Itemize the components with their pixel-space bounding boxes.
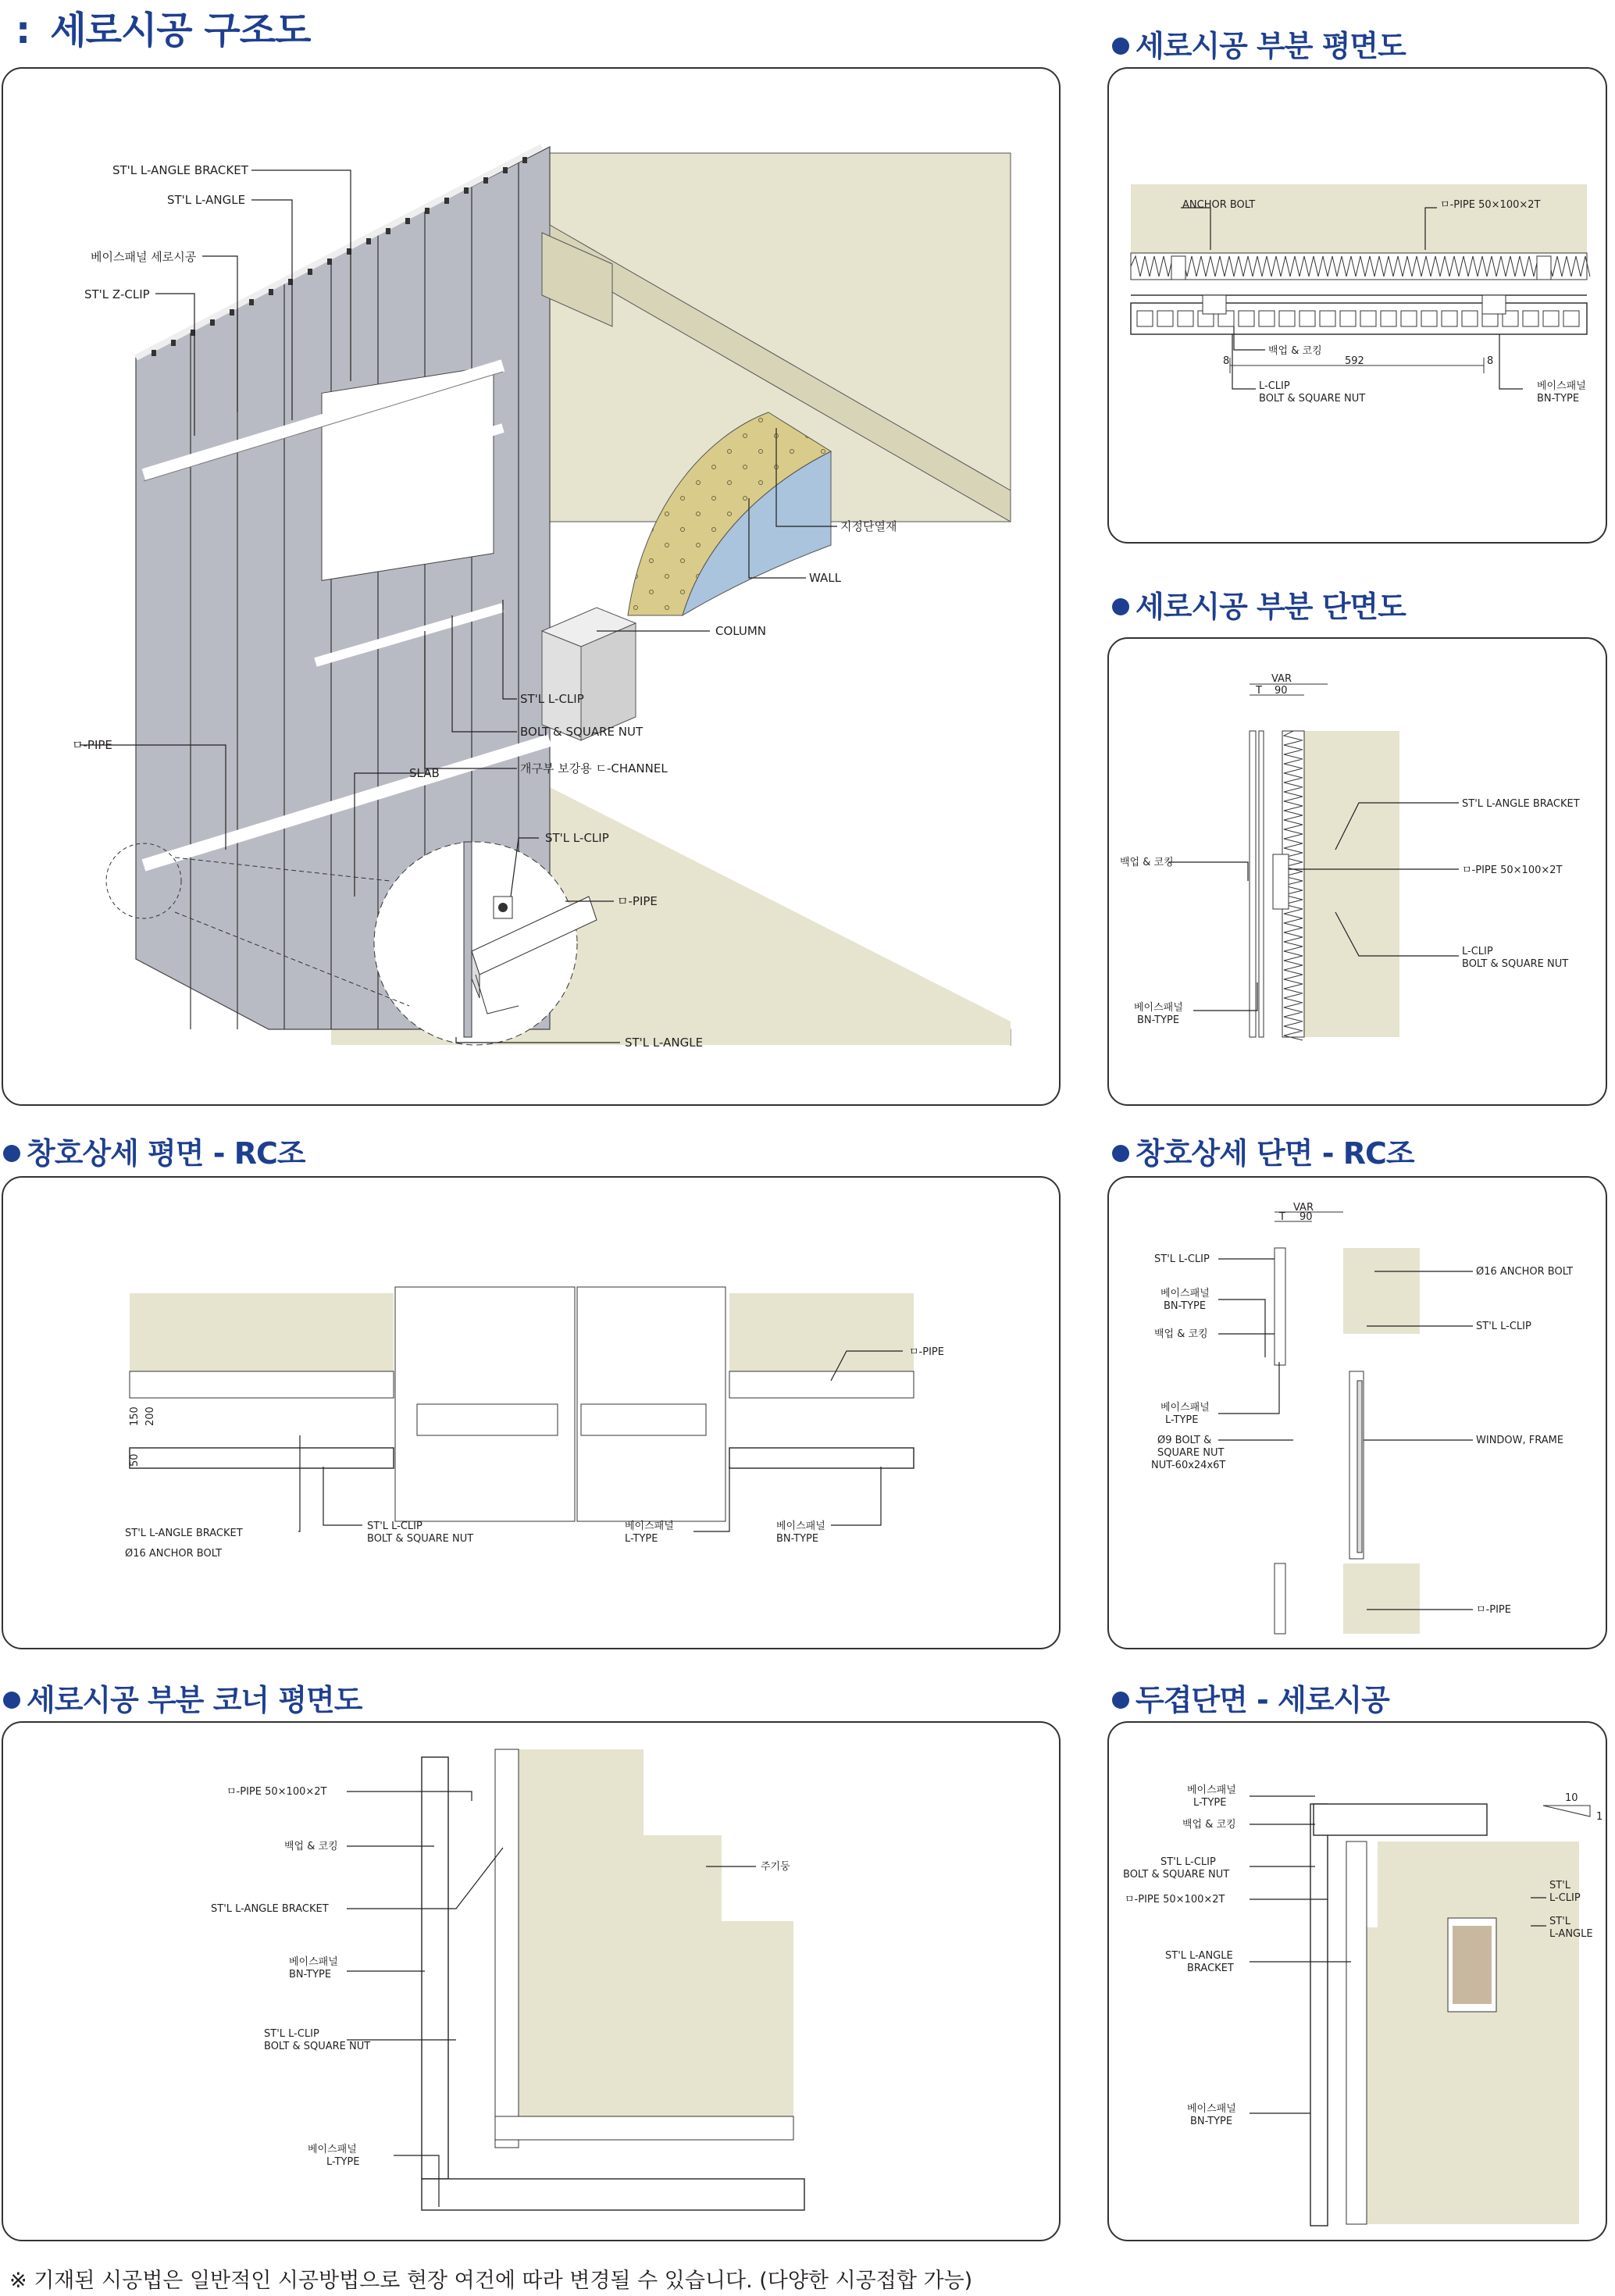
label-panel-l: 베이스패널 <box>625 1521 674 1532</box>
label-dim-200: 200 <box>144 1406 156 1426</box>
label-l-clip: ST'L L-CLIP <box>367 1521 422 1532</box>
label-panel-l-type: L-TYPE <box>1165 1414 1199 1426</box>
label-pipe: ㅁ-PIPE <box>909 1346 944 1358</box>
label-slab: SLAB <box>409 766 440 780</box>
label-panel-bn-type: BN-TYPE <box>776 1533 819 1545</box>
label-window: WINDOW, FRAME <box>1476 1435 1564 1446</box>
label-stl2: ST'L <box>1549 1916 1571 1927</box>
label-lclip: L-CLIP <box>1549 1892 1581 1904</box>
label-slope-1: 1 <box>1596 1811 1603 1823</box>
heading-window-plan: 창호상세 평면 - RC조 <box>3 1129 305 1172</box>
label-panel-bn-type: BN-TYPE <box>1190 2116 1233 2127</box>
label-panel-bn: 베이스패널 <box>1187 2103 1236 2115</box>
label-t: T <box>1279 1211 1285 1223</box>
label-l-clip: L-CLIP <box>1462 946 1493 957</box>
label-backup: 백업 & 코킹 <box>284 1841 338 1852</box>
label-detail-l-clip: ST'L L-CLIP <box>545 831 609 845</box>
label-pipe: ㅁ-PIPE 50×100×2T <box>1440 199 1541 211</box>
heading-plan-partial: 세로시공 부분 평면도 <box>1112 22 1406 65</box>
label-panel-l: 베이스패널 <box>1160 1402 1210 1414</box>
label-bolt3: NUT-60x24x6T <box>1151 1460 1226 1471</box>
label-l-clip: L-CLIP <box>1259 380 1290 392</box>
label-backup: 백업 & 코킹 <box>1120 857 1174 868</box>
window-section-drawing <box>1109 1178 1606 1648</box>
label-detail-pipe: ㅁ-PIPE <box>617 894 658 908</box>
label-bolt-nut: BOLT & SQUARE NUT <box>1462 958 1569 970</box>
concrete <box>1131 184 1587 253</box>
label-pipe: ㅁ-PIPE 50×100×2T <box>1125 1894 1225 1906</box>
label-langle: L-ANGLE <box>1549 1928 1593 1940</box>
label-pipe: ㅁ-PIPE 50×100×2T <box>1462 865 1563 876</box>
label-backup: 백업 & 코킹 <box>1182 1819 1236 1831</box>
label-bolt-nut: BOLT & SQUARE NUT <box>367 1533 474 1545</box>
label-l-clip-top: ST'L L-CLIP <box>1154 1253 1210 1265</box>
label-slope-10: 10 <box>1565 1792 1578 1804</box>
label-column: 주기둥 <box>761 1861 790 1873</box>
thick-section-drawing <box>1109 1723 1606 2240</box>
label-dim-8a: 8 <box>1223 355 1230 367</box>
window-plan-panel <box>2 1176 1061 1649</box>
label-panel-bn-type: BN-TYPE <box>1164 1300 1207 1312</box>
plan-partial-panel <box>1107 67 1607 544</box>
window-section-panel <box>1107 1176 1607 1649</box>
label-l-angle-bracket: ST'L L-ANGLE BRACKET <box>112 163 248 177</box>
label-bracket: ST'L L-ANGLE BRACKET <box>211 1903 329 1915</box>
label-ninety: 90 <box>1299 1211 1313 1223</box>
label-bolt-nut: BOLT & SQUARE NUT <box>1123 1869 1230 1881</box>
label-anchor: Ø16 ANCHOR BOLT <box>125 1548 223 1560</box>
label-panel-bn-type: BN-TYPE <box>289 1969 332 1980</box>
label-panel-bn: 베이스패널 <box>776 1521 825 1532</box>
label-bracket: ST'L L-ANGLE BRACKET <box>1462 798 1580 810</box>
label-panel-l-type: L-TYPE <box>625 1533 658 1545</box>
label-bolt-nut: BOLT & SQUARE NUT <box>1259 393 1366 405</box>
label-backup: 백업 & 코킹 <box>1268 345 1322 357</box>
label-ninety: 90 <box>1275 685 1288 697</box>
label-bracket: ST'L L-ANGLE <box>1165 1950 1233 1962</box>
heading-corner-plan: 세로시공 부분 코너 평면도 <box>3 1676 362 1719</box>
window-plan-drawing <box>3 1178 1059 1648</box>
label-bolt-nut: BOLT & SQUARE NUT <box>264 2041 371 2052</box>
thick-section-panel <box>1107 1721 1607 2241</box>
label-var: VAR <box>1271 673 1292 685</box>
label-anchor: Ø16 ANCHOR BOLT <box>1476 1266 1574 1278</box>
label-wall: WALL <box>809 571 841 585</box>
label-l-clip: ST'L L-CLIP <box>264 2028 319 2040</box>
corner-plan-panel <box>2 1721 1061 2241</box>
label-dim-8b: 8 <box>1487 355 1494 367</box>
label-bolt1: Ø9 BOLT & <box>1157 1435 1212 1446</box>
corner-plan-drawing <box>3 1723 1059 2240</box>
label-stl1: ST'L <box>1549 1880 1571 1891</box>
label-pipe: ㅁ-PIPE <box>1476 1604 1511 1616</box>
label-backup: 백업 & 코킹 <box>1154 1328 1208 1340</box>
label-column: COLUMN <box>715 624 767 638</box>
label-panel-l: 베이스패널 <box>1187 1784 1236 1796</box>
isometric-drawing <box>3 69 1059 1104</box>
label-dim-150: 150 <box>129 1406 141 1426</box>
label-insulation: 지정단열재 <box>840 519 897 533</box>
label-bolt-nut: BOLT & SQUARE NUT <box>520 725 644 739</box>
label-z-clip: ST'L Z-CLIP <box>84 287 150 301</box>
label-dim-50: 50 <box>129 1453 141 1467</box>
heading-section-partial: 세로시공 부분 단면도 <box>1112 583 1406 626</box>
label-bracket: ST'L L-ANGLE BRACKET <box>125 1528 243 1539</box>
label-pipe: ㅁ-PIPE 50×100×2T <box>226 1786 327 1798</box>
insulation-band <box>1131 253 1587 280</box>
label-panel-l-type: L-TYPE <box>326 2156 360 2168</box>
section-partial-drawing <box>1109 639 1606 1104</box>
heading-window-section: 창호상세 단면 - RC조 <box>1112 1129 1414 1172</box>
column-box <box>542 608 636 740</box>
label-panel-l-type: L-TYPE <box>1193 1797 1227 1809</box>
label-panel-type: BN-TYPE <box>1537 393 1580 405</box>
label-panel-bn: 베이스패널 <box>1160 1288 1210 1300</box>
label-l-angle: ST'L L-ANGLE <box>167 193 246 207</box>
label-bracket2: BRACKET <box>1187 1963 1234 1974</box>
label-panel: 베이스패널 <box>1537 380 1586 392</box>
label-var: VAR <box>1293 1202 1314 1214</box>
footnote: ※ 기재된 시공법은 일반적인 시공방법으로 현장 여건에 따라 변경될 수 있습니다. (다양한 시공접합 가능) <box>9 2269 973 2293</box>
page-title: : 세로시공 구조도 <box>16 9 311 52</box>
label-dim-592: 592 <box>1345 355 1364 367</box>
label-t: T <box>1256 685 1262 697</box>
label-l-clip: ST'L L-CLIP <box>520 692 584 706</box>
label-panel-l: 베이스패널 <box>308 2144 357 2155</box>
label-panel: 베이스패널 <box>1134 1002 1183 1014</box>
section-partial-panel <box>1107 637 1607 1106</box>
label-pipe: ㅁ-PIPE <box>72 738 112 752</box>
plan-partial-drawing <box>1109 69 1606 542</box>
label-bolt2: SQUARE NUT <box>1157 1447 1225 1459</box>
label-channel: 개구부 보강용 ㄷ-CHANNEL <box>520 761 668 775</box>
heading-thick-section: 두겹단면 - 세로시공 <box>1112 1676 1389 1719</box>
label-panel-vertical: 베이스패널 세로시공 <box>91 250 197 264</box>
isometric-panel <box>2 67 1061 1106</box>
label-l-clip: ST'L L-CLIP <box>1160 1856 1216 1868</box>
label-l-clip-r: ST'L L-CLIP <box>1476 1321 1531 1332</box>
label-detail-l-angle: ST'L L-ANGLE <box>625 1036 704 1050</box>
label-anchor-bolt: ANCHOR BOLT <box>1182 199 1256 211</box>
label-panel-type: BN-TYPE <box>1137 1014 1180 1026</box>
label-panel-bn: 베이스패널 <box>289 1956 338 1968</box>
